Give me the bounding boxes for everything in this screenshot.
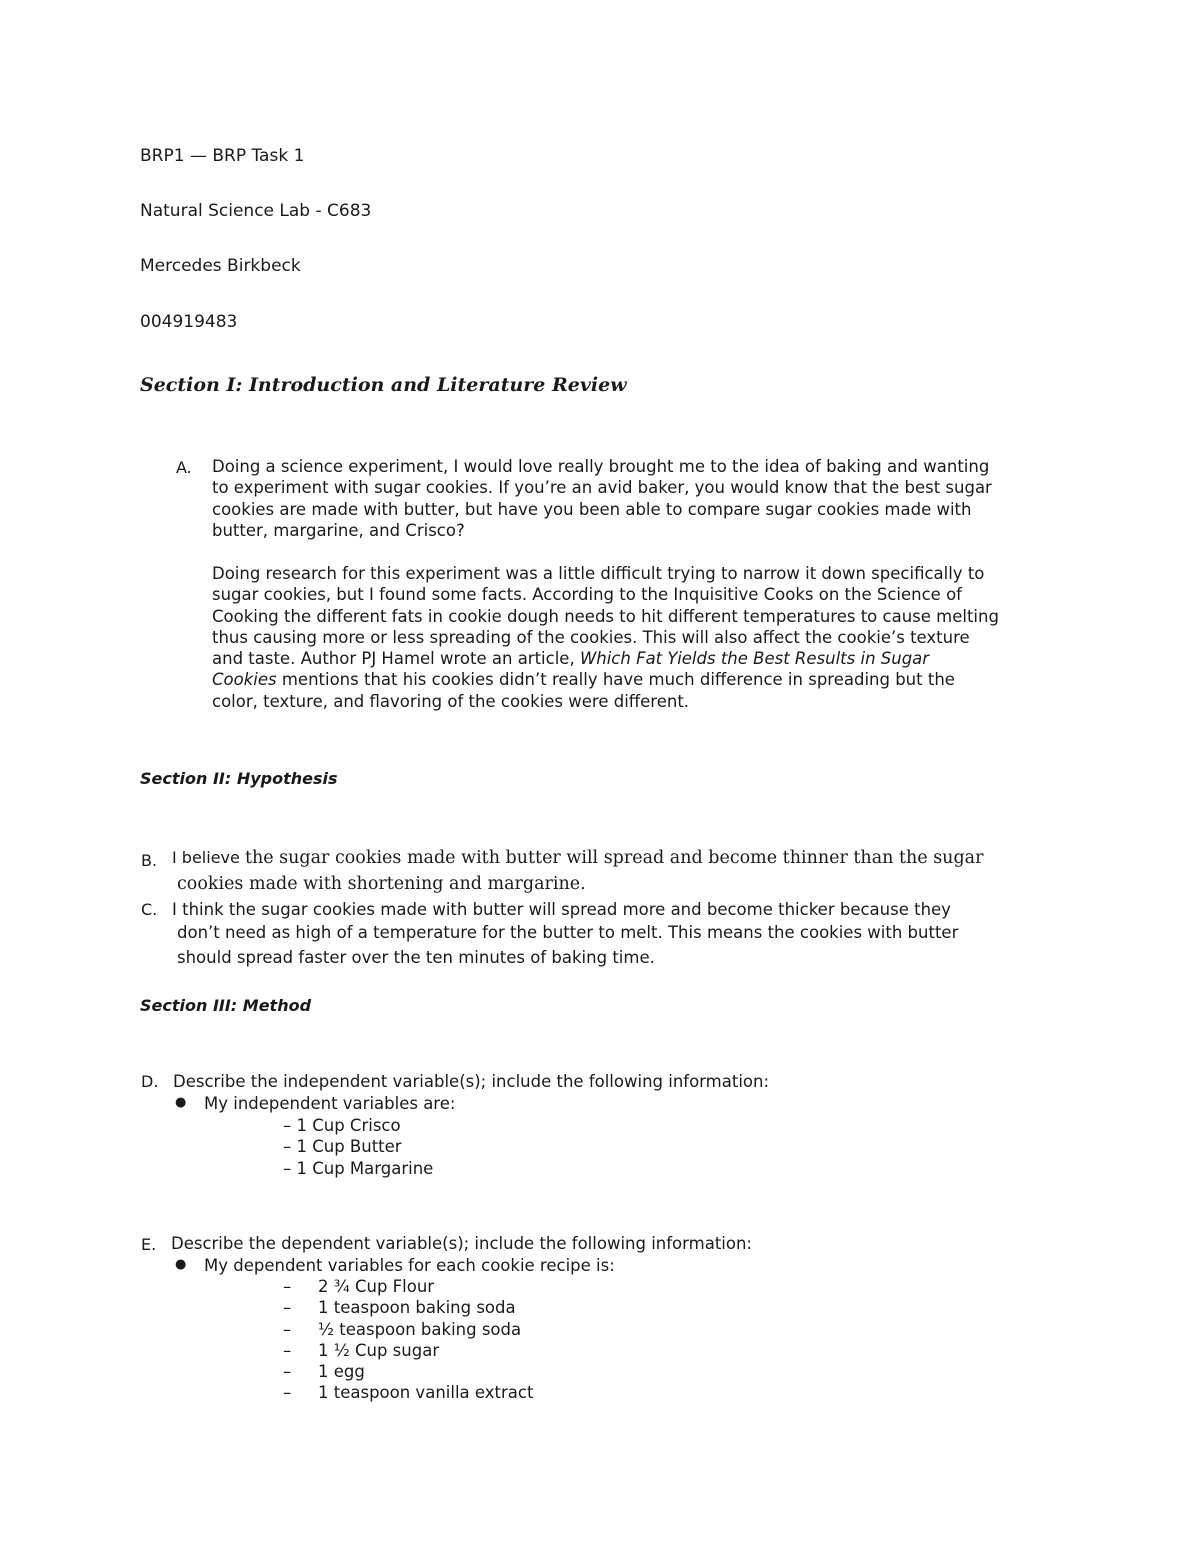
header-task: BRP1 — BRP Task 1 [140,146,305,166]
text-line [172,845,983,871]
header-author: Mercedes Birkbeck [140,256,301,276]
text-line [212,669,1072,690]
section1-title: Section I: Introduction and Literature Review [140,374,627,396]
text-run: the sugar cookies made with butter will spread and become thinner than the sugar [244,848,984,868]
item-c-text [172,898,1072,969]
bullet-icon: ● [175,1257,187,1272]
item-a-paragraph-1 [212,456,1072,541]
text-line [212,648,1072,669]
text-run: mentions that his cookies didn’t really have much difference in spreading but the [276,670,955,690]
text-line: butter, margarine, and Crisco? [212,520,465,540]
section2-title: Section II: Hypothesis [140,769,338,788]
text-line: cookies made with shortening and margarine. [177,874,586,894]
list-item: – 1 Cup Margarine [283,1158,434,1178]
item-e-marker: E. [141,1235,157,1254]
header-student-id: 004919483 [140,312,238,332]
item-d-text: Describe the independent variable(s); include the following information: [173,1072,770,1091]
text-line: cookies are made with butter, but have you been able to compare sugar cookies made with [212,499,972,519]
text-line: sugar cookies, but I found some facts. According to the Inquisitive Cooks on the Science of [212,585,962,605]
dash-marker: – [283,1277,292,1296]
list-item: – 1 Cup Butter [283,1137,402,1157]
item-e-bullet: My dependent variables for each cookie recipe is: [204,1256,615,1275]
bullet-icon: ● [175,1095,187,1110]
dash-marker: – [283,1298,292,1318]
list-item: – 1 Cup Crisco [283,1116,401,1135]
item-e-dashes [283,1276,291,1404]
text-line: I think the sugar cookies made with butter will spread more and become thicker because they [172,900,951,919]
text-run: and taste. Author PJ Hamel wrote an article, [212,649,580,669]
list-item: 1 ½ Cup sugar [318,1340,440,1360]
list-item: 2 ¾ Cup Flour [318,1277,435,1296]
item-a-paragraph-2 [212,563,1072,712]
text-line: thus causing more or less spreading of the cookies. This will also affect the cookie’s texture [212,627,970,647]
item-e-subitems [318,1276,533,1404]
header-course: Natural Science Lab - C683 [140,201,372,221]
item-a-marker: A. [176,458,192,477]
text-line: Doing research for this experiment was a little difficult trying to narrow it down specifically to [212,564,985,583]
text-line: color, texture, and flavoring of the cookies were different. [212,691,690,711]
text-run: I believe [172,848,245,867]
item-c-marker: C. [141,900,158,919]
dash-marker: – [283,1319,292,1339]
list-item: 1 teaspoon vanilla extract [318,1383,534,1403]
item-d-marker: D. [141,1072,159,1091]
item-e-text: Describe the dependent variable(s); include the following information: [171,1234,752,1253]
item-b-marker: B. [141,851,158,870]
dash-marker: – [283,1340,292,1360]
text-line: should spread faster over the ten minutes of baking time. [177,948,655,967]
text-line: Doing a science experiment, I would love really brought me to the idea of baking and wanting [212,457,990,476]
dash-marker: – [283,1362,292,1382]
list-item: 1 teaspoon baking soda [318,1298,516,1318]
text-line: to experiment with sugar cookies. If you’re an avid baker, you would know that the best sugar [212,478,992,498]
article-title: Which Fat Yields the Best Results in Sugar [579,649,930,669]
item-d-bullet: My independent variables are: [204,1094,456,1113]
list-item: 1 egg [318,1362,365,1382]
dash-marker: – [283,1383,292,1403]
item-b-text [172,845,983,897]
text-line: Cooking the different fats in cookie dough needs to hit different temperatures to cause melting [212,606,999,626]
list-item: ½ teaspoon baking soda [318,1319,522,1339]
section3-title: Section III: Method [140,996,312,1015]
text-line: don’t need as high of a temperature for the butter to melt. This means the cookies with butter [177,923,959,942]
article-title-cont: Cookies [212,670,277,690]
item-d-subitems [283,1115,433,1179]
